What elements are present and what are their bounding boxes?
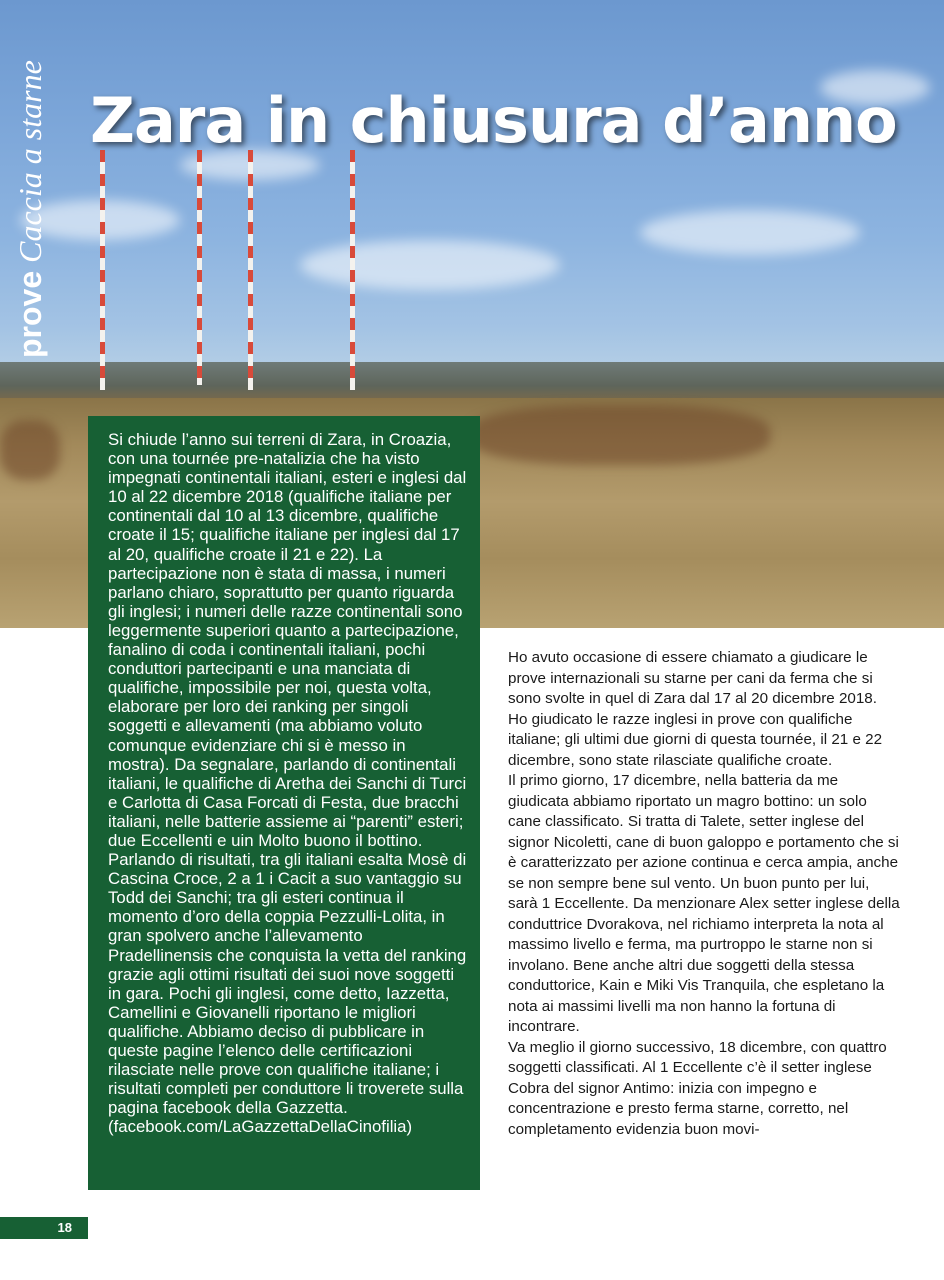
horizon-treeline bbox=[0, 362, 944, 402]
page-number-tab bbox=[0, 1217, 88, 1239]
paragraph: Il primo giorno, 17 dicembre, nella batteria da me giudicata abbiamo riportato un magro bottino: un solo cane classificato. Si tratta di Talete, setter inglese del signor Nicoletti, cane di buon galoppo e portamento che si è caratterizzato per azione continua e cerca ampia, anche se non sempre bene sul vento. Un buon punto per lui, sarà 1 Eccellente. Da menzionare Alex setter inglese della conduttrice Dvorakova, nel richiamo interpreta la nota al massimo livello e ferma, ma purtroppo le starne non si involano. Bene anche altri due soggetti della stessa conduttorice, Kain e Miki Vis Tranquila, che espletano la nota ai massimi livelli ma non hanno la fortuna di incontrare. bbox=[508, 772, 900, 1035]
page-number: 18 bbox=[57, 1220, 72, 1235]
section-label-italic: Caccia a starne bbox=[12, 60, 48, 263]
section-label-bold: prove bbox=[12, 270, 48, 358]
radio-mast bbox=[350, 150, 355, 390]
radio-mast bbox=[100, 150, 105, 390]
shrubs bbox=[470, 405, 770, 465]
cloud bbox=[640, 210, 860, 255]
paragraph: Ho avuto occasione di essere chiamato a giudicare le prove internazionali su starne per cani da ferma che si sono svolte in quel di Zara dal 17 al 20 dicembre 2018. Ho giudicato le razze inglesi in prove con qualifiche italiane; gli ultimi due giorni di questa tournée, il 21 e 22 dicembre, sono state rilasciate qualifiche croate. bbox=[508, 649, 883, 769]
paragraph: Va meglio il giorno successivo, 18 dicembre, con quattro soggetti classificati. Al 1 Eccellente c’è il setter inglese Cobra del signor Antimo: inizia con impegno e concentrazione e presto ferma starne, corretto, nel completamento evidenzia buon movi- bbox=[508, 1038, 887, 1138]
intro-text: Si chiude l’anno sui terreni di Zara, in Croazia, con una tournée pre-natalizia che ha visto impegnati continentali italiani, esteri e inglesi dal 10 al 22 dicembre 2018 (qualifiche italiane per continentali dal 10 al 13 dicembre, qualifiche croate il 15; qualifiche italiane per inglesi dal 17 al 20, qualifiche croate il 21 e 22). La partecipazione non è stata di massa, i numeri parlano chiaro, soprattutto per quanto riguarda gli inglesi; i numeri delle razze continentali sono leggermente superiori quanto a partecipazione, fanalino di coda i continentali italiani, pochi conduttori partecipanti e una manciata di qualifiche, impossibile per noi, questa volta, elaborare per loro dei ranking per singoli soggetti e allevamenti (ma abbiamo voluto comunque evidenziare chi si è messo in mostra). Da segnalare, parlando di continentali italiani, le qualifiche di Aretha dei Sanchi di Turci e Carlotta di Casa Forcati di Festa, due bracchi italiani, nelle batterie assieme ai “parenti” esteri; due Eccellenti e uin Molto buono il bottino. Parlando di risultati, tra gli italiani esalta Mosè di Cascina Croce, 2 a 1 i Cacit a suo vantaggio su Todd dei Sanchi; tra gli esteri continua il momento d’oro della coppia Pezzulli-Lolita, in gran spolvero anche l’allevamento Pradellinensis che conquista la vetta del ranking grazie agli ottimi risultati dei suoi nove soggetti in gara. Pochi gli inglesi, come detto, Iazzetta, Camellini e Giovanelli riportano le migliori qualifiche. Abbiamo deciso di pubblicare in queste pagine l’elenco delle certificazioni rilasciate nelle prove con qualifiche italiane; i risultati completi per conduttore li troverete sulla pagina facebook della Gazzetta. (facebook.com/LaGazzettaDellaCinofilia) bbox=[108, 430, 467, 1137]
article-column bbox=[508, 648, 900, 1140]
article-headline: Zara in chiusura d’anno bbox=[90, 84, 897, 157]
radio-mast bbox=[197, 150, 202, 385]
intro-box bbox=[88, 416, 480, 1190]
cloud bbox=[300, 240, 560, 290]
shrubs bbox=[0, 420, 60, 480]
radio-mast bbox=[248, 150, 253, 390]
section-label bbox=[12, 58, 48, 358]
